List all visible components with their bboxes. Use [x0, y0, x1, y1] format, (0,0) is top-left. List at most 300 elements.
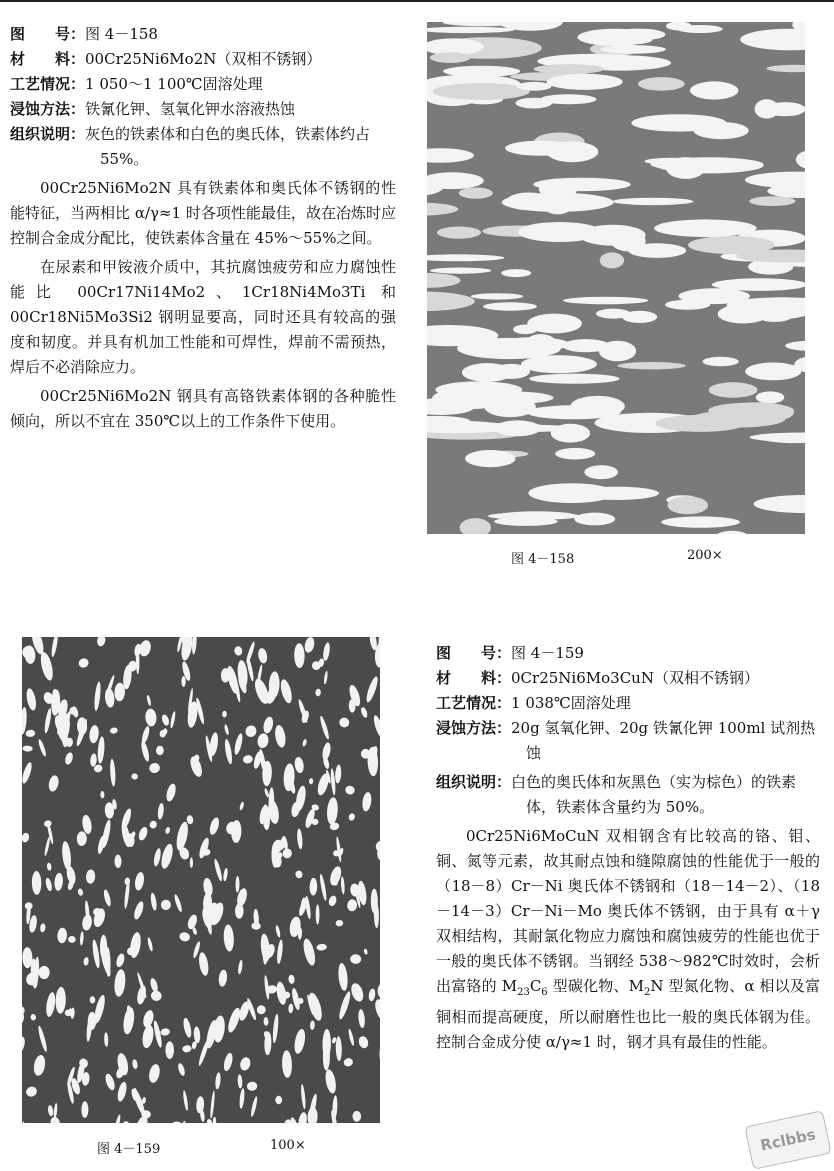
austenite-dendrite [360, 706, 369, 718]
austenite-dendrite [293, 1028, 307, 1055]
austenite-dendrite [281, 847, 293, 859]
austenite-island [600, 45, 666, 54]
austenite-dendrite [319, 715, 331, 740]
austenite-dendrite [39, 966, 50, 979]
austenite-island [517, 82, 552, 91]
austenite-island [690, 81, 738, 99]
austenite-dendrite [338, 716, 351, 728]
austenite-island [546, 141, 598, 162]
austenite-dendrite [264, 788, 270, 798]
austenite-island [712, 278, 805, 291]
austenite-dendrite [123, 880, 130, 909]
austenite-dendrite [343, 1057, 354, 1067]
austenite-dendrite [32, 1054, 46, 1077]
austenite-dendrite [256, 1005, 266, 1015]
fig159-paragraph: 0Cr25Ni6MoCuN 双相钢含有比较高的铬、钼、铜、氮等元素，故其耐点蚀和缝隙腐蚀的性能优于一般的（18－8）Cr－Ni 奥氏体不锈钢和（18－14－2）、（18－14－3）Cr－Ni－Mo 奥氏体不锈钢，由于具有 α＋γ 双相结构，其耐氯化物应力腐蚀和腐蚀疲劳的性能也优于一般的奥氏体不锈钢。当钢经 538～982℃时效时，会析出富铬的 $M_{23}C_6$ 型碳化物、$M_2N$ 型氮化物、α 相以及富铜相而提高硬度，所以耐磨性也比一般的奥氏体钢为佳。控制合金成分使 α/γ≈1 时，钢才具有最佳的性能。 [436, 827, 820, 1051]
austenite-dendrite [275, 1096, 282, 1105]
austenite-dendrite [93, 681, 101, 711]
austenite-dendrite [296, 828, 303, 849]
austenite-island [430, 268, 491, 274]
austenite-dendrite [22, 1006, 25, 1016]
austenite-dendrite [208, 816, 221, 835]
austenite-dendrite [371, 889, 378, 914]
field-key: 材 料： [10, 50, 86, 68]
fig158-org-description: 组织说明：灰色的铁素体和白色的奥氏体，铁素体约占 55%。 [10, 125, 371, 168]
austenite-dendrite [233, 733, 244, 756]
austenite-dendrite [96, 637, 106, 647]
austenite-dendrite [300, 1084, 306, 1109]
austenite-dendrite [368, 988, 376, 1001]
austenite-dendrite [134, 871, 146, 891]
austenite-dendrite [109, 727, 118, 735]
austenite-dendrite [147, 937, 154, 952]
austenite-dendrite [114, 683, 125, 702]
austenite-dendrite [224, 739, 234, 765]
field-value: 00Cr25Ni6Mo2N（双相不锈钢） [85, 50, 322, 68]
austenite-island [460, 518, 491, 534]
fig158-text [10, 22, 396, 434]
austenite-dendrite [335, 764, 342, 783]
austenite-dendrite [148, 762, 161, 775]
austenite-dendrite [282, 1050, 293, 1078]
austenite-island [613, 198, 694, 205]
austenite-dendrite [309, 878, 317, 896]
austenite-island [527, 314, 582, 334]
austenite-dendrite [372, 714, 380, 738]
austenite-dendrite [239, 1056, 252, 1072]
fig158-field-row [10, 47, 396, 72]
austenite-dendrite [109, 759, 116, 787]
austenite-dendrite [274, 724, 287, 748]
austenite-dendrite [161, 899, 172, 910]
austenite-dendrite [190, 857, 193, 868]
austenite-dendrite [55, 987, 66, 1014]
fig159-field-row [436, 641, 820, 666]
austenite-dendrite [46, 862, 51, 871]
austenite-dendrite [80, 931, 84, 945]
austenite-dendrite [172, 1120, 184, 1123]
austenite-dendrite [178, 931, 191, 942]
austenite-island [750, 433, 806, 443]
austenite-dendrite [141, 1024, 155, 1049]
austenite-dendrite [330, 768, 336, 795]
austenite-dendrite [357, 1035, 369, 1049]
austenite-island [638, 77, 685, 91]
austenite-dendrite [263, 1017, 268, 1026]
austenite-island [600, 252, 624, 268]
austenite-dendrite [170, 711, 177, 729]
austenite-island [618, 362, 686, 369]
austenite-island [749, 196, 795, 206]
austenite-dendrite [250, 1096, 258, 1117]
austenite-dendrite [45, 992, 57, 1018]
austenite-dendrite [377, 983, 380, 998]
austenite-island [631, 114, 726, 131]
austenite-dendrite [47, 1105, 54, 1117]
austenite-dendrite [272, 1014, 279, 1044]
austenite-dendrite [316, 904, 320, 924]
austenite-dendrite [50, 637, 59, 657]
austenite-island [562, 339, 609, 352]
austenite-dendrite [90, 753, 98, 767]
austenite-dendrite [150, 990, 163, 1002]
austenite-dendrite [115, 953, 126, 968]
austenite-dendrite [91, 939, 101, 969]
austenite-dendrite [349, 982, 365, 1003]
austenite-island [533, 178, 631, 191]
austenite-dendrite [361, 791, 372, 811]
austenite-dendrite [57, 927, 67, 943]
austenite-island [715, 531, 749, 534]
austenite-dendrite [53, 1103, 58, 1119]
austenite-island [688, 236, 775, 254]
field-value: 1 038℃固溶处理 [511, 694, 631, 712]
austenite-dendrite [373, 998, 380, 1023]
austenite-dendrite [131, 773, 138, 779]
austenite-dendrite [297, 1112, 308, 1123]
austenite-dendrite [89, 725, 100, 744]
austenite-dendrite [340, 876, 345, 894]
austenite-island [501, 269, 531, 277]
austenite-dendrite [104, 688, 115, 708]
austenite-dendrite [344, 785, 355, 796]
austenite-dendrite [68, 936, 76, 943]
austenite-dendrite [324, 1069, 338, 1095]
austenite-dendrite [147, 1063, 161, 1084]
field-key: 工艺情况： [436, 694, 512, 712]
austenite-dendrite [153, 848, 162, 867]
austenite-dendrite [64, 752, 74, 766]
austenite-dendrite [100, 791, 104, 799]
austenite-dendrite [150, 893, 158, 911]
austenite-dendrite [111, 1114, 122, 1123]
austenite-island [766, 65, 805, 72]
austenite-dendrite [358, 1009, 366, 1028]
austenite-dendrite [186, 913, 199, 930]
fig158-paragraph-3: 00Cr25Ni6Mo2N 钢具有高铬铁素体钢的各种脆性倾向，所以不宜在 350℃以上的工作条件下使用。 [10, 387, 396, 430]
austenite-dendrite [316, 943, 327, 951]
austenite-dendrite [113, 969, 126, 998]
fig158-paragraph-2: 在尿素和甲铵液介质中，其抗腐蚀疲劳和应力腐蚀性能比 00Cr17Ni14Mo2、1Cr18Ni4Mo3Ti 和 00Cr18Ni5Mo3Si2 钢明显要高，同时还具有较高的强度和韧度。并具有机加工性能和可焊性，焊前不需预热，焊后不必消除应力。 [10, 258, 396, 376]
austenite-dendrite [215, 1072, 222, 1089]
austenite-island [745, 363, 801, 381]
austenite-dendrite [37, 739, 47, 758]
austenite-dendrite [352, 1111, 361, 1122]
austenite-dendrite [224, 724, 230, 735]
austenite-island [471, 293, 523, 299]
fig159-etch-method: 浸蚀方法：20g 氢氧化钾、20g 铁氰化钾 100ml 试剂热蚀 [436, 719, 816, 762]
austenite-dendrite [77, 831, 87, 846]
austenite-dendrite [328, 895, 338, 907]
austenite-island [427, 254, 504, 261]
austenite-dendrite [213, 1117, 217, 1123]
fig158-paragraph-1: 00Cr25Ni6Mo2N 具有铁素体和奥氏体不锈钢的性能特征，当两相比 α/γ≈1 时各项性能最佳，故在冶炼时应控制合金成分配比，使铁素体含量在 45%～55%之间。 [10, 179, 396, 247]
austenite-dendrite [22, 832, 30, 843]
austenite-dendrite [140, 740, 151, 762]
austenite-island [494, 517, 558, 526]
austenite-dendrite [276, 939, 284, 964]
austenite-dendrite [223, 924, 235, 952]
austenite-dendrite [239, 801, 245, 811]
austenite-dendrite [22, 1121, 25, 1123]
austenite-dendrite [337, 990, 352, 1020]
austenite-dendrite [246, 1081, 257, 1091]
austenite-dendrite [83, 957, 89, 966]
austenite-dendrite [173, 894, 183, 913]
top-rule [0, 0, 834, 2]
austenite-dendrite [226, 1007, 242, 1034]
austenite-dendrite [40, 923, 46, 933]
fig159-org-description: 组织说明：白色的奥氏体和灰黑色（实为棕色）的铁素体，铁素体含量约为 50%。 [436, 773, 797, 816]
austenite-dendrite [294, 756, 305, 773]
austenite-dendrite [45, 877, 53, 891]
austenite-dendrite [81, 914, 93, 931]
austenite-dendrite [222, 1052, 234, 1072]
austenite-dendrite [22, 707, 28, 735]
fig159-field-row [436, 666, 820, 691]
field-value: 0Cr25Ni6Mo3CuN（双相不锈钢） [511, 669, 759, 687]
austenite-dendrite [97, 736, 105, 764]
austenite-dendrite [295, 870, 304, 879]
austenite-island [563, 297, 648, 305]
austenite-dendrite [319, 873, 328, 901]
field-key: 工艺情况： [10, 75, 86, 93]
austenite-dendrite [257, 733, 270, 749]
austenite-dendrite [375, 841, 380, 853]
austenite-dendrite [262, 716, 275, 735]
austenite-dendrite [22, 947, 32, 968]
austenite-dendrite [181, 676, 185, 687]
fig159-caption: 图 4－159 [97, 1142, 161, 1157]
austenite-dendrite [309, 778, 314, 784]
fig158-field-row [10, 97, 396, 122]
austenite-dendrite [156, 746, 164, 756]
austenite-dendrite [132, 1059, 138, 1069]
austenite-dendrite [157, 803, 165, 820]
micrograph-fig159 [22, 637, 380, 1123]
austenite-dendrite [47, 774, 60, 792]
austenite-dendrite [347, 899, 358, 912]
austenite-dendrite [182, 1017, 193, 1038]
austenite-island [555, 448, 595, 460]
austenite-island [765, 102, 805, 116]
austenite-island [668, 496, 709, 514]
austenite-dendrite [294, 643, 305, 668]
austenite-island [459, 188, 493, 199]
austenite-dendrite [206, 1118, 213, 1123]
austenite-dendrite [165, 827, 171, 835]
austenite-island [796, 150, 805, 169]
austenite-dendrite [177, 1062, 186, 1076]
field-value: 1 050～1 100℃固溶处理 [85, 75, 263, 93]
austenite-dendrite [335, 920, 343, 927]
austenite-dendrite [102, 889, 112, 907]
austenite-dendrite [25, 1085, 39, 1098]
austenite-island [745, 172, 805, 189]
austenite-dendrite [182, 1090, 189, 1111]
austenite-dendrite [182, 1045, 192, 1053]
austenite-dendrite [44, 836, 51, 856]
austenite-dendrite [89, 996, 95, 1004]
austenite-dendrite [322, 642, 331, 661]
austenite-dendrite [237, 1074, 242, 1088]
austenite-dendrite [165, 783, 178, 803]
austenite-dendrite [348, 1029, 356, 1047]
austenite-dendrite [218, 969, 228, 987]
austenite-island [430, 52, 471, 63]
austenite-dendrite [191, 637, 197, 655]
austenite-island [473, 392, 554, 404]
fig159-text [436, 641, 820, 1055]
austenite-dendrite [288, 974, 295, 984]
field-key: 图 号： [436, 644, 512, 662]
austenite-dendrite [132, 900, 145, 920]
fig158-caption: 图 4－158 [511, 552, 575, 567]
austenite-island [529, 374, 619, 384]
austenite-island [501, 341, 538, 347]
field-value: 铁氰化钾、氢氧化钾水溶液热蚀 [85, 100, 296, 118]
fig159-field-row [436, 691, 820, 716]
austenite-island [516, 98, 553, 109]
austenite-island [703, 357, 739, 367]
austenite-island [584, 465, 618, 479]
austenite-dendrite [257, 647, 268, 664]
austenite-dendrite [122, 1121, 130, 1123]
austenite-dendrite [234, 646, 243, 657]
watermark-logo: Rclbbs [744, 1110, 831, 1170]
austenite-dendrite [302, 739, 308, 747]
austenite-dendrite [77, 888, 84, 896]
austenite-dendrite [213, 858, 223, 882]
austenite-dendrite [54, 872, 64, 891]
fig158-field-row [10, 72, 396, 97]
austenite-island [578, 29, 653, 46]
austenite-dendrite [326, 797, 339, 825]
field-key: 图 号： [10, 25, 86, 43]
austenite-island [651, 158, 764, 172]
austenite-island [574, 513, 615, 526]
austenite-dendrite [186, 815, 194, 825]
fig159-magnification: 100× [270, 1138, 306, 1153]
austenite-dendrite [146, 695, 152, 707]
austenite-dendrite [159, 843, 175, 870]
austenite-dendrite [86, 869, 96, 884]
austenite-island [502, 193, 614, 212]
austenite-dendrite [337, 963, 349, 992]
austenite-dendrite [235, 876, 239, 893]
austenite-dendrite [301, 938, 317, 967]
austenite-dendrite [61, 841, 72, 871]
austenite-island [528, 483, 614, 503]
austenite-island [483, 302, 537, 310]
austenite-dendrite [30, 1014, 36, 1021]
austenite-dendrite [332, 1095, 338, 1120]
austenite-island [551, 424, 590, 443]
austenite-island [521, 355, 597, 373]
austenite-dendrite [245, 641, 256, 664]
austenite-island [785, 341, 805, 351]
austenite-dendrite [100, 935, 107, 960]
austenite-dendrite [197, 837, 210, 860]
austenite-island [427, 292, 475, 311]
austenite-dendrite [304, 808, 317, 829]
field-value: 图 4－159 [511, 644, 584, 662]
austenite-dendrite [114, 855, 121, 869]
austenite-dendrite [350, 954, 361, 964]
austenite-island [622, 311, 657, 323]
austenite-dendrite [116, 1081, 128, 1102]
austenite-dendrite [307, 1107, 318, 1123]
austenite-island [547, 74, 623, 90]
austenite-dendrite [202, 877, 214, 897]
micrograph-fig158 [427, 22, 805, 534]
austenite-dendrite [161, 714, 171, 727]
austenite-dendrite [145, 708, 157, 727]
austenite-dendrite [303, 637, 315, 654]
austenite-dendrite [78, 657, 90, 669]
austenite-dendrite [22, 1035, 26, 1053]
austenite-dendrite [160, 1028, 170, 1037]
austenite-dendrite [104, 1073, 117, 1092]
austenite-island [427, 148, 474, 163]
austenite-dendrite [288, 1003, 293, 1013]
austenite-island [665, 300, 710, 310]
austenite-dendrite [137, 826, 149, 842]
austenite-island [661, 516, 740, 527]
austenite-dendrite [275, 981, 288, 1006]
field-key: 浸蚀方法： [10, 100, 86, 118]
austenite-dendrite [104, 1032, 109, 1047]
austenite-island [427, 273, 461, 288]
austenite-island [756, 391, 785, 403]
austenite-dendrite [348, 813, 356, 822]
austenite-dendrite [149, 977, 159, 993]
austenite-dendrite [363, 948, 368, 955]
austenite-dendrite [239, 1088, 245, 1109]
austenite-dendrite [279, 678, 294, 704]
austenite-dendrite [193, 1026, 201, 1043]
austenite-island [579, 225, 645, 246]
austenite-island [432, 83, 529, 100]
austenite-dendrite [244, 724, 258, 738]
austenite-dendrite [315, 689, 321, 697]
fig158-field-row [10, 22, 396, 47]
austenite-dendrite [37, 1025, 48, 1052]
austenite-dendrite [236, 660, 248, 689]
austenite-dendrite [275, 925, 281, 938]
field-value: 图 4－158 [85, 25, 158, 43]
austenite-island [465, 450, 515, 467]
austenite-island [740, 29, 805, 51]
austenite-dendrite [22, 745, 33, 752]
austenite-island [654, 219, 757, 237]
austenite-island [427, 27, 514, 33]
field-key: 材 料： [436, 669, 512, 687]
austenite-dendrite [22, 761, 34, 784]
austenite-dendrite [223, 868, 229, 882]
austenite-dendrite [335, 1036, 342, 1061]
austenite-island [754, 495, 805, 513]
austenite-dendrite [323, 671, 328, 685]
austenite-dendrite [25, 729, 35, 737]
austenite-dendrite [364, 675, 379, 703]
austenite-dendrite [222, 711, 227, 718]
austenite-dendrite [198, 952, 210, 977]
austenite-island [427, 203, 458, 216]
austenite-dendrite [81, 1101, 88, 1118]
austenite-dendrite [210, 1091, 216, 1119]
austenite-dendrite [25, 687, 38, 711]
